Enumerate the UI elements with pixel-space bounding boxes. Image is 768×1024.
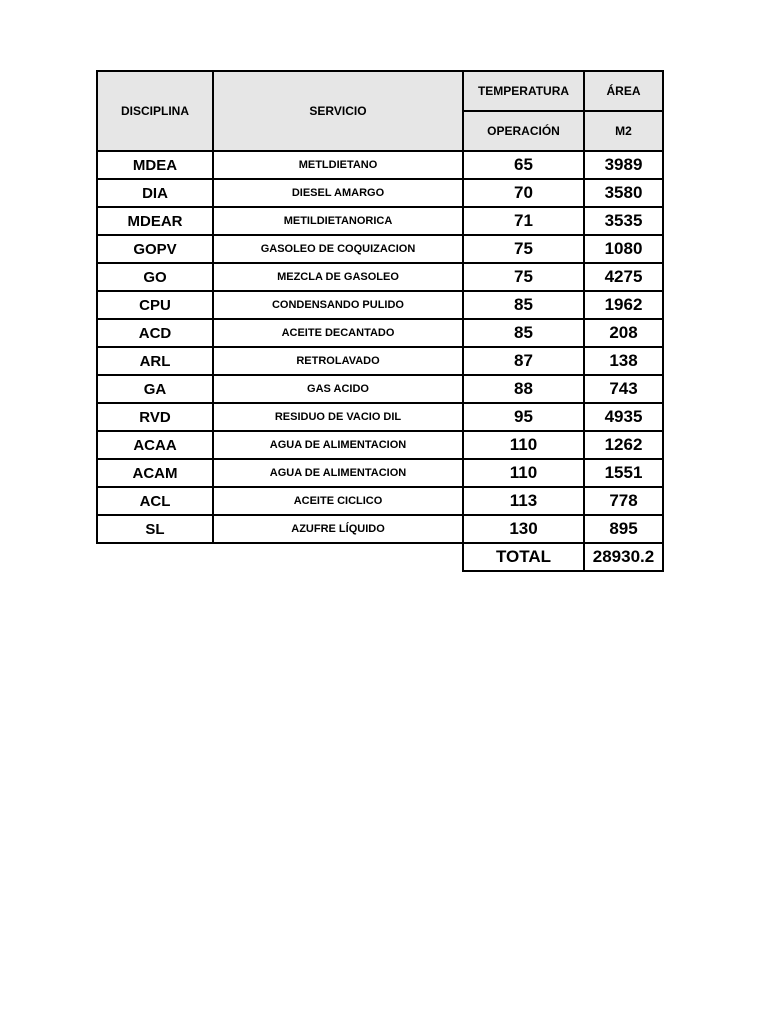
total-spacer [97, 543, 463, 571]
cell-servicio[interactable]: GAS ACIDO [213, 375, 463, 403]
cell-temperatura[interactable]: 75 [463, 263, 584, 291]
cell-disciplina[interactable]: DIA [97, 179, 213, 207]
cell-servicio[interactable]: CONDENSANDO PULIDO [213, 291, 463, 319]
cell-area[interactable]: 4275 [584, 263, 663, 291]
cell-area[interactable]: 1551 [584, 459, 663, 487]
cell-area[interactable]: 3535 [584, 207, 663, 235]
header-m2[interactable]: M2 [584, 111, 663, 151]
table-row [97, 347, 663, 375]
cell-disciplina[interactable]: GA [97, 375, 213, 403]
table-row [97, 319, 663, 347]
cell-area[interactable]: 895 [584, 515, 663, 543]
cell-area[interactable]: 1262 [584, 431, 663, 459]
table-body [97, 71, 663, 571]
cell-disciplina[interactable]: ARL [97, 347, 213, 375]
cell-disciplina[interactable]: RVD [97, 403, 213, 431]
cell-temperatura[interactable]: 110 [463, 431, 584, 459]
cell-disciplina[interactable]: SL [97, 515, 213, 543]
table-row [97, 151, 663, 179]
cell-area[interactable]: 208 [584, 319, 663, 347]
cell-temperatura[interactable]: 110 [463, 459, 584, 487]
cell-area[interactable]: 3989 [584, 151, 663, 179]
table-row [97, 207, 663, 235]
cell-servicio[interactable]: AGUA DE ALIMENTACION [213, 459, 463, 487]
cell-area[interactable]: 778 [584, 487, 663, 515]
cell-area[interactable]: 138 [584, 347, 663, 375]
header-temperatura[interactable]: TEMPERATURA [463, 71, 584, 111]
cell-disciplina[interactable]: ACAA [97, 431, 213, 459]
header-servicio[interactable]: SERVICIO [213, 71, 463, 151]
cell-temperatura[interactable]: 88 [463, 375, 584, 403]
table-row [97, 179, 663, 207]
total-label[interactable]: TOTAL [463, 543, 584, 571]
table-row [97, 459, 663, 487]
data-table [96, 70, 664, 572]
cell-disciplina[interactable]: MDEAR [97, 207, 213, 235]
cell-area[interactable]: 3580 [584, 179, 663, 207]
total-value[interactable]: 28930.2 [584, 543, 663, 571]
cell-servicio[interactable]: DIESEL AMARGO [213, 179, 463, 207]
cell-servicio[interactable]: MEZCLA DE GASOLEO [213, 263, 463, 291]
table-row [97, 403, 663, 431]
cell-disciplina[interactable]: CPU [97, 291, 213, 319]
cell-disciplina[interactable]: MDEA [97, 151, 213, 179]
cell-servicio[interactable]: AZUFRE LÍQUIDO [213, 515, 463, 543]
cell-servicio[interactable]: RETROLAVADO [213, 347, 463, 375]
cell-servicio[interactable]: RESIDUO DE VACIO DIL [213, 403, 463, 431]
cell-servicio[interactable]: ACEITE CICLICO [213, 487, 463, 515]
cell-servicio[interactable]: AGUA DE ALIMENTACION [213, 431, 463, 459]
table-row [97, 263, 663, 291]
cell-area[interactable]: 4935 [584, 403, 663, 431]
cell-temperatura[interactable]: 87 [463, 347, 584, 375]
cell-temperatura[interactable]: 75 [463, 235, 584, 263]
cell-area[interactable]: 743 [584, 375, 663, 403]
cell-servicio[interactable]: METLDIETANO [213, 151, 463, 179]
cell-servicio[interactable]: METILDIETANORICA [213, 207, 463, 235]
cell-servicio[interactable]: GASOLEO DE COQUIZACION [213, 235, 463, 263]
cell-disciplina[interactable]: ACL [97, 487, 213, 515]
header-disciplina[interactable]: DISCIPLINA [97, 71, 213, 151]
cell-temperatura[interactable]: 85 [463, 319, 584, 347]
cell-disciplina[interactable]: ACD [97, 319, 213, 347]
total-row [97, 543, 663, 571]
cell-temperatura[interactable]: 113 [463, 487, 584, 515]
table-row [97, 375, 663, 403]
cell-servicio[interactable]: ACEITE DECANTADO [213, 319, 463, 347]
table-row [97, 235, 663, 263]
header-operacion[interactable]: OPERACIÓN [463, 111, 584, 151]
header-area[interactable]: ÁREA [584, 71, 663, 111]
header-row-top [97, 71, 663, 111]
cell-temperatura[interactable]: 95 [463, 403, 584, 431]
cell-temperatura[interactable]: 70 [463, 179, 584, 207]
cell-area[interactable]: 1080 [584, 235, 663, 263]
cell-disciplina[interactable]: ACAM [97, 459, 213, 487]
cell-temperatura[interactable]: 71 [463, 207, 584, 235]
spreadsheet-area [96, 70, 664, 572]
table-row [97, 291, 663, 319]
cell-temperatura[interactable]: 85 [463, 291, 584, 319]
cell-temperatura[interactable]: 65 [463, 151, 584, 179]
table-row [97, 431, 663, 459]
cell-area[interactable]: 1962 [584, 291, 663, 319]
cell-disciplina[interactable]: GOPV [97, 235, 213, 263]
table-row [97, 487, 663, 515]
table-row [97, 515, 663, 543]
cell-disciplina[interactable]: GO [97, 263, 213, 291]
cell-temperatura[interactable]: 130 [463, 515, 584, 543]
